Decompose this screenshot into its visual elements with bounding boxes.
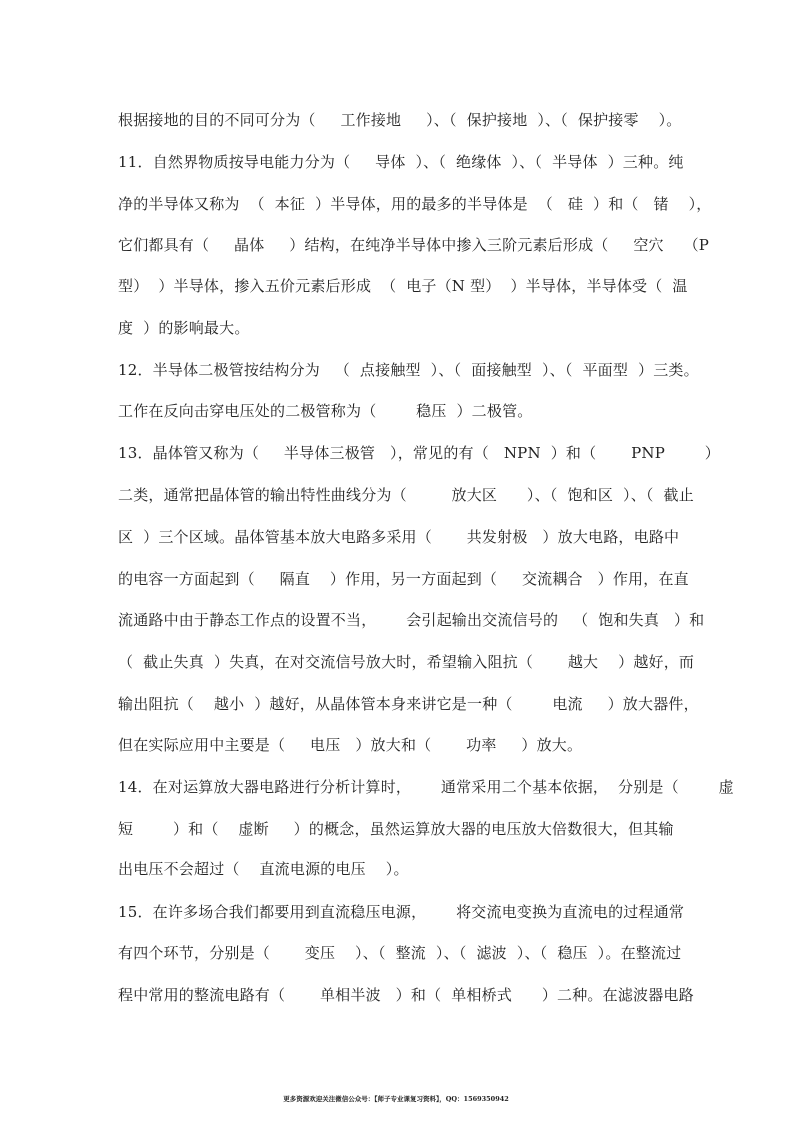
text-line: 根据接地的目的不同可分为（ 工作接地 ）、（ 保护接地 ）、（ 保护接零 ）。 — [118, 111, 682, 129]
text-line: 净的半导体又称为 （ 本征 ）半导体，用的最多的半导体是 （ 硅 ）和（ 锗 ）， — [118, 195, 712, 213]
text-line: 14．在对运算放大器电路进行分析计算时， 通常采用二个基本依据， 分别是（ 虚 — [118, 778, 734, 796]
text-line: （ 截止失真 ）失真，在对交流信号放大时，希望输入阻抗（ 越大 ）越好，而 — [118, 653, 695, 671]
text-line: 它们都具有（ 晶体 ）结构，在纯净半导体中掺入三阶元素后形成（ 空穴 （P — [118, 236, 710, 254]
text-line: 区 ）三个区域。晶体管基本放大电路多采用（ 共发射极 ）放大电路，电路中 — [118, 528, 680, 546]
text-line: 15．在许多场合我们都要用到直流稳压电源， 将交流电变换为直流电的过程通常 — [118, 903, 685, 921]
text-line: 型） ）半导体，掺入五价元素后形成 （ 电子（N 型） ）半导体，半导体受（ 温 — [118, 277, 688, 295]
text-line: 流通路中由于静态工作点的设置不当， 会引起输出交流信号的 （ 饱和失真 ）和 — [118, 611, 705, 629]
text-line: 程中常用的整流电路有（ 单相半波 ）和（ 单相桥式 ）二种。在滤波器电路 — [118, 986, 694, 1004]
text-line: 的电容一方面起到（ 隔直 ）作用，另一方面起到（ 交流耦合 ）作用，在直 — [118, 570, 689, 588]
text-line: 出电压不会超过（ 直流电源的电压 ）。 — [118, 860, 409, 878]
text-line: 有四个环节，分别是（ 变压 ）、（ 整流 ）、（ 滤波 ）、（ 稳压 ）。在整流过 — [118, 944, 682, 962]
text-line: 13．晶体管又称为（ 半导体三极管 ），常见的有（ NPN ）和（ PNP ） — [118, 444, 720, 462]
text-line: 但在实际应用中主要是（ 电压 ）放大和（ 功率 ）放大。 — [118, 736, 583, 754]
text-line: 短 ）和（ 虚断 ）的概念，虽然运算放大器的电压放大倍数很大，但其输 — [118, 820, 674, 838]
text-line: 二类，通常把晶体管的输出特性曲线分为（ 放大区 ）、（ 饱和区 ）、（ 截止 — [118, 486, 694, 504]
text-line: 11．自然界物质按导电能力分为（ 导体 ）、（ 绝缘体 ）、（ 半导体 ）三种。纯 — [118, 153, 684, 171]
text-line: 输出阻抗（ 越小 ）越好，从晶体管本身来讲它是一种（ 电流 ）放大器件， — [118, 695, 699, 713]
page-footer: 更多资源欢迎关注微信公众号：【师子专业课复习资料】，QQ：1569350942 — [283, 1095, 509, 1103]
text-line: 12．半导体二极管按结构分为 （ 点接触型 ）、（ 面接触型 ）、（ 平面型 ）三类。 — [118, 361, 699, 379]
text-line: 工作在反向击穿电压处的二极管称为（ 稳压 ）二极管。 — [118, 402, 533, 420]
text-line: 度 ）的影响最大。 — [118, 319, 250, 337]
